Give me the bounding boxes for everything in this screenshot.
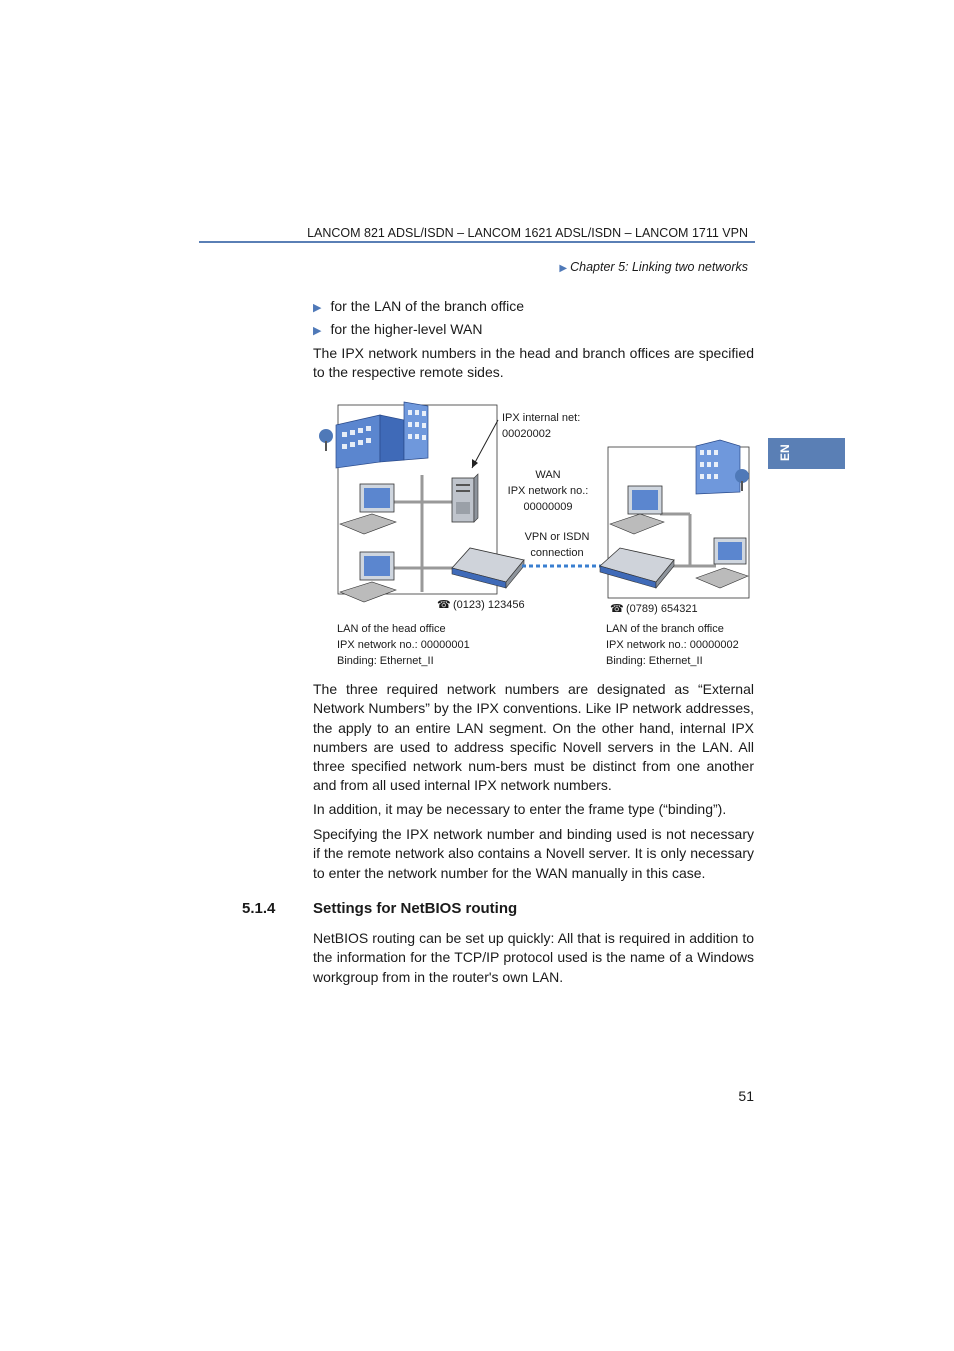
novell-server-icon xyxy=(452,474,478,522)
section-title: Settings for NetBIOS routing xyxy=(313,900,518,917)
wan-ipx-value: 00000009 xyxy=(523,501,573,513)
head-lan-label: LAN of the head office xyxy=(337,623,446,635)
bullet-text: for the higher-level WAN xyxy=(330,321,483,337)
triangle-icon: ▶ xyxy=(559,263,568,274)
paragraph-novell: Specifying the IPX network number and binding used is not necessary if the remote network also contains a Novell server. It is only necessary to enter the network number for the WAN manually in this case. xyxy=(313,826,754,881)
phone-icon: ☎ xyxy=(610,603,624,615)
ipx-internal-value: 00020002 xyxy=(502,428,551,440)
triangle-icon: ▶ xyxy=(313,302,322,314)
language-tab-label: EN xyxy=(778,444,792,461)
chapter-label: Chapter 5: Linking two networks xyxy=(570,260,748,274)
triangle-icon: ▶ xyxy=(313,325,322,337)
paragraph-binding: In addition, it may be necessary to enter the frame type (“binding”). xyxy=(313,801,727,817)
ipx-internal-label: IPX internal net: xyxy=(502,412,581,424)
paragraph-intro: The IPX network numbers in the head and branch offices are specified to the respective remote sides. xyxy=(313,345,754,381)
bullet-text: for the LAN of the branch office xyxy=(330,298,524,314)
head-phone-number: (0123) 123456 xyxy=(453,599,525,611)
phone-icon: ☎ xyxy=(437,599,451,611)
head-ipx-network: IPX network no.: 00000001 xyxy=(337,639,470,651)
paragraph-netbios: NetBIOS routing can be set up quickly: All that is required in addition to the information for the TCP/IP protocol used is the name of a Windows workgroup from in the router's own LAN. xyxy=(313,930,754,985)
branch-binding: Binding: Ethernet_II xyxy=(606,655,703,667)
head-binding: Binding: Ethernet_II xyxy=(337,655,434,667)
branch-ipx-network: IPX network no.: 00000002 xyxy=(606,639,739,651)
running-header: LANCOM 821 ADSL/ISDN – LANCOM 1621 ADSL/ISDN – LANCOM 1711 VPN xyxy=(307,226,748,240)
branch-phone-number: (0789) 654321 xyxy=(626,603,698,615)
connection-line1: VPN or ISDN xyxy=(524,531,590,543)
page-number: 51 xyxy=(738,1088,754,1104)
wan-ipx-label: IPX network no.: xyxy=(507,485,589,497)
section-number: 5.1.4 xyxy=(242,900,276,917)
wan-label: WAN xyxy=(535,469,561,481)
connection-line2: connection xyxy=(530,547,584,559)
paragraph-external-numbers: The three required network numbers are designated as “External Network Numbers” by the IPX conventions. Like IP network addresses, the apply to an entire LAN segment. On the other hand, internal IPX numbers are used to address specific Novell servers in the LAN. All three specified network num-bers must be distinct from one another and from all used internal IPX network numbers. xyxy=(313,681,754,794)
branch-lan-label: LAN of the branch office xyxy=(606,623,724,635)
